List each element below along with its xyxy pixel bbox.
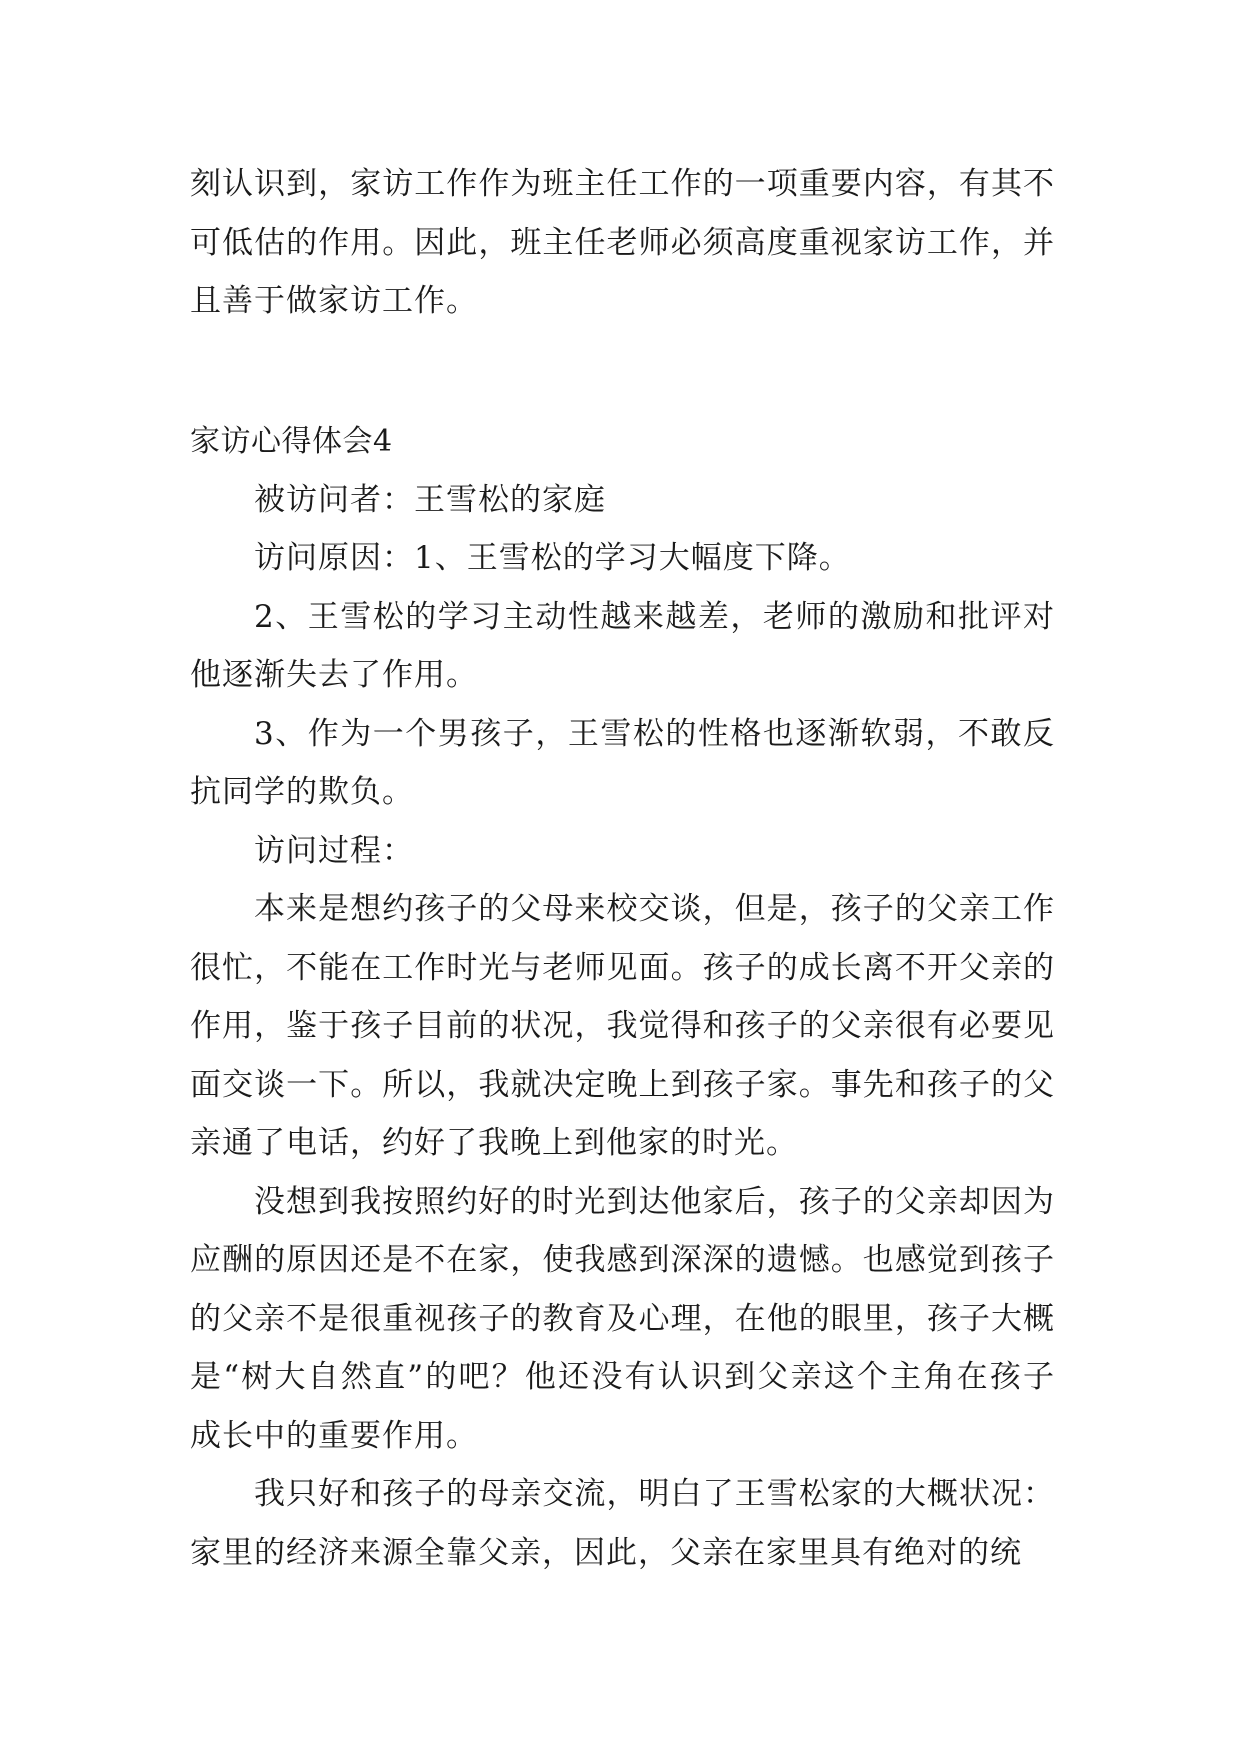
intro-paragraph: 刻认识到，家访工作作为班主任工作的一项重要内容，有其不可低估的作用。因此，班主任老师必须高度重视家访工作，并且善于做家访工作。 bbox=[190, 166, 1055, 319]
section-title: 家访心得体会4 bbox=[190, 423, 393, 459]
document-body bbox=[190, 155, 1055, 1582]
section-spacer bbox=[190, 331, 1055, 413]
paragraph-reason-2: 2、王雪松的学习主动性越来越差，老师的激励和批评对他逐渐失去了作用。 bbox=[190, 598, 1055, 693]
paragraph-process-3: 我只好和孩子的母亲交流，明白了王雪松家的大概状况：家里的经济来源全靠父亲，因此，父亲在家里具有绝对的统 bbox=[190, 1476, 1055, 1571]
paragraph-reason-3: 3、作为一个男孩子，王雪松的性格也逐渐软弱，不敢反抗同学的欺负。 bbox=[190, 715, 1055, 810]
paragraph-process-label: 访问过程： bbox=[254, 832, 414, 869]
paragraph-process-1: 本来是想约孩子的父母来校交谈，但是，孩子的父亲工作很忙，不能在工作时光与老师见面。孩子的成长离不开父亲的作用，鉴于孩子目前的状况，我觉得和孩子的父亲很有必要见面交谈一下。所以，我就决定晚上到孩子家。事先和孩子的父亲通了电话，约好了我晚上到他家的时光。 bbox=[190, 891, 1055, 1161]
paragraph-process-2: 没想到我按照约好的时光到达他家后，孩子的父亲却因为应酬的原因还是不在家，使我感到深深的遗憾。也感觉到孩子的父亲不是很重视孩子的教育及心理，在他的眼里，孩子大概是“树大自然直”的吧？他还没有认识到父亲这个主角在孩子成长中的重要作用。 bbox=[190, 1183, 1055, 1454]
paragraph-interviewee: 被访问者：王雪松的家庭 bbox=[254, 481, 606, 518]
paragraph-reason-1: 访问原因：1、王雪松的学习大幅度下降。 bbox=[254, 540, 851, 576]
